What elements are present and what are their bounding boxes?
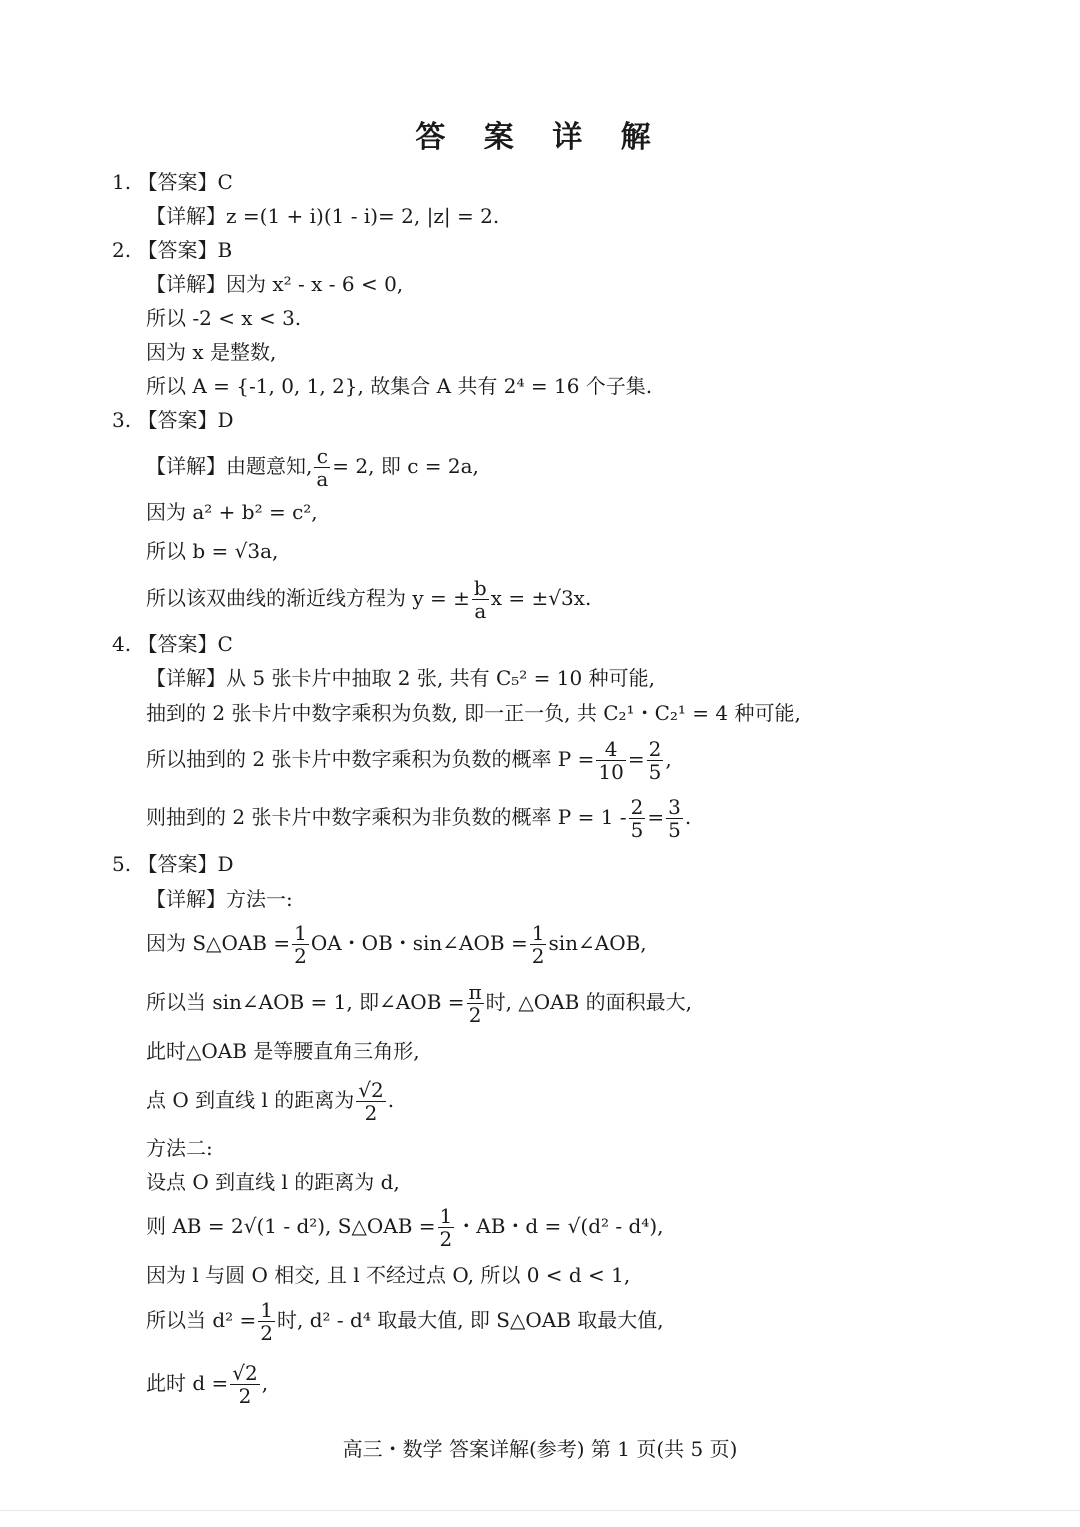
text: . <box>684 805 692 829</box>
fraction <box>230 1362 259 1407</box>
denominator: 5 <box>668 818 681 842</box>
fraction <box>356 1079 385 1124</box>
fraction <box>666 796 683 841</box>
text: x = ±√3x. <box>490 586 592 610</box>
detail-line: 【详解】从 5 张卡片中抽取 2 张, 共有 C₅² = 10 种可能, <box>146 666 655 690</box>
numerator: 2 <box>648 737 662 761</box>
detail-line: 【详解】z =(1 + i)(1 - i)= 2, |z| = 2. <box>146 204 500 228</box>
answer-5: 5. 【答案】D <box>112 852 234 876</box>
text: 则抽到的 2 张卡片中数字乘积为非负数的概率 P = 1 - <box>146 805 627 829</box>
text: 此时 d = <box>146 1371 229 1395</box>
numerator: 2 <box>630 795 644 819</box>
denominator: 2 <box>364 1101 378 1125</box>
detail-line <box>146 793 691 841</box>
text: = 2, 即 c = 2a, <box>332 454 479 478</box>
detail-line: 因为 x 是整数, <box>146 340 277 364</box>
detail-line <box>146 735 672 783</box>
text: , <box>665 747 672 771</box>
denominator: 2 <box>238 1384 252 1408</box>
text: ・AB・d = √(d² - d⁴), <box>456 1214 664 1238</box>
answer-2: 2. 【答案】B <box>112 238 233 262</box>
text: 【详解】由题意知, <box>146 454 313 478</box>
denominator: 2 <box>468 1003 482 1027</box>
denominator: 2 <box>439 1227 453 1251</box>
numerator: c <box>314 445 330 468</box>
page-title: 答 案 详 解 <box>415 120 665 155</box>
detail-line <box>146 1359 268 1407</box>
detail-line <box>146 919 647 967</box>
fraction <box>258 1299 275 1344</box>
detail-line: 因为 l 与圆 O 相交, 且 l 不经过点 O, 所以 0 < d < 1, <box>146 1263 631 1287</box>
numerator: 1 <box>294 921 307 945</box>
page-edge-divider <box>0 1510 1080 1511</box>
numerator: 3 <box>668 795 681 819</box>
denominator: 5 <box>648 760 662 784</box>
detail-line <box>146 1076 394 1124</box>
text: = <box>647 805 665 829</box>
fraction <box>596 738 625 783</box>
denominator: 2 <box>531 944 545 968</box>
answer-3: 3. 【答案】D <box>112 408 234 432</box>
text: 点 O 到直线 l 的距离为 <box>146 1088 355 1112</box>
denominator: a <box>474 599 487 623</box>
detail-line: 设点 O 到直线 l 的距离为 d, <box>146 1170 400 1194</box>
denominator: 5 <box>630 818 644 842</box>
detail-line: 【详解】方法一: <box>146 887 293 911</box>
numerator: 4 <box>596 738 625 761</box>
numerator: 1 <box>260 1298 274 1322</box>
text: 所以该双曲线的渐近线方程为 y = ± <box>146 586 470 610</box>
detail-line <box>146 574 591 622</box>
detail-line: 所以 A = {-1, 0, 1, 2}, 故集合 A 共有 2⁴ = 16 个子集. <box>146 374 653 398</box>
fraction <box>629 796 646 841</box>
detail-line <box>146 978 692 1026</box>
fraction <box>472 577 489 622</box>
numerator: 1 <box>439 1204 453 1228</box>
detail-line: 【详解】因为 x² - x - 6 < 0, <box>146 272 404 296</box>
text: 则 AB = 2√(1 - d²), S△OAB = <box>146 1214 436 1238</box>
detail-line: 所以 -2 < x < 3. <box>146 306 302 330</box>
denominator: a <box>316 467 329 491</box>
numerator: b <box>473 576 487 600</box>
text: 时, △OAB 的面积最大, <box>485 990 693 1014</box>
detail-line: 抽到的 2 张卡片中数字乘积为负数, 即一正一负, 共 C₂¹・C₂¹ = 4 种可能, <box>146 701 801 725</box>
text: 因为 S△OAB = <box>146 931 291 955</box>
fraction <box>314 445 330 490</box>
denominator: 2 <box>260 1321 274 1345</box>
fraction <box>292 922 309 967</box>
method-heading: 方法二: <box>146 1136 213 1160</box>
numerator: √2 <box>358 1078 384 1102</box>
text: 时, d² - d⁴ 取最大值, 即 S△OAB 取最大值, <box>277 1308 664 1332</box>
detail-line: 所以 b = √3a, <box>146 539 279 563</box>
numerator: π <box>468 980 482 1004</box>
answer-1: 1. 【答案】C <box>112 170 233 194</box>
detail-line: 因为 a² + b² = c², <box>146 500 318 524</box>
fraction <box>438 1205 455 1250</box>
text: 所以当 sin∠AOB = 1, 即∠AOB = <box>146 990 465 1014</box>
text: 所以当 d² = <box>146 1308 257 1332</box>
fraction <box>647 738 664 783</box>
fraction <box>530 922 547 967</box>
text: = <box>627 747 645 771</box>
answer-4: 4. 【答案】C <box>112 632 233 656</box>
text: OA・OB・sin∠AOB = <box>310 931 528 955</box>
detail-line <box>146 442 479 490</box>
denominator: 10 <box>598 760 624 784</box>
text: 所以抽到的 2 张卡片中数字乘积为负数的概率 P = <box>146 747 595 771</box>
numerator: √2 <box>232 1361 258 1385</box>
detail-line <box>146 1296 664 1344</box>
detail-line: 此时△OAB 是等腰直角三角形, <box>146 1039 420 1063</box>
text: , <box>261 1371 269 1395</box>
detail-line <box>146 1202 664 1250</box>
text: . <box>387 1088 395 1112</box>
page-footer: 高三・数学 答案详解(参考) 第 1 页(共 5 页) <box>342 1437 738 1461</box>
fraction <box>467 981 484 1026</box>
text: sin∠AOB, <box>548 931 647 955</box>
denominator: 2 <box>294 944 307 968</box>
numerator: 1 <box>531 921 545 945</box>
